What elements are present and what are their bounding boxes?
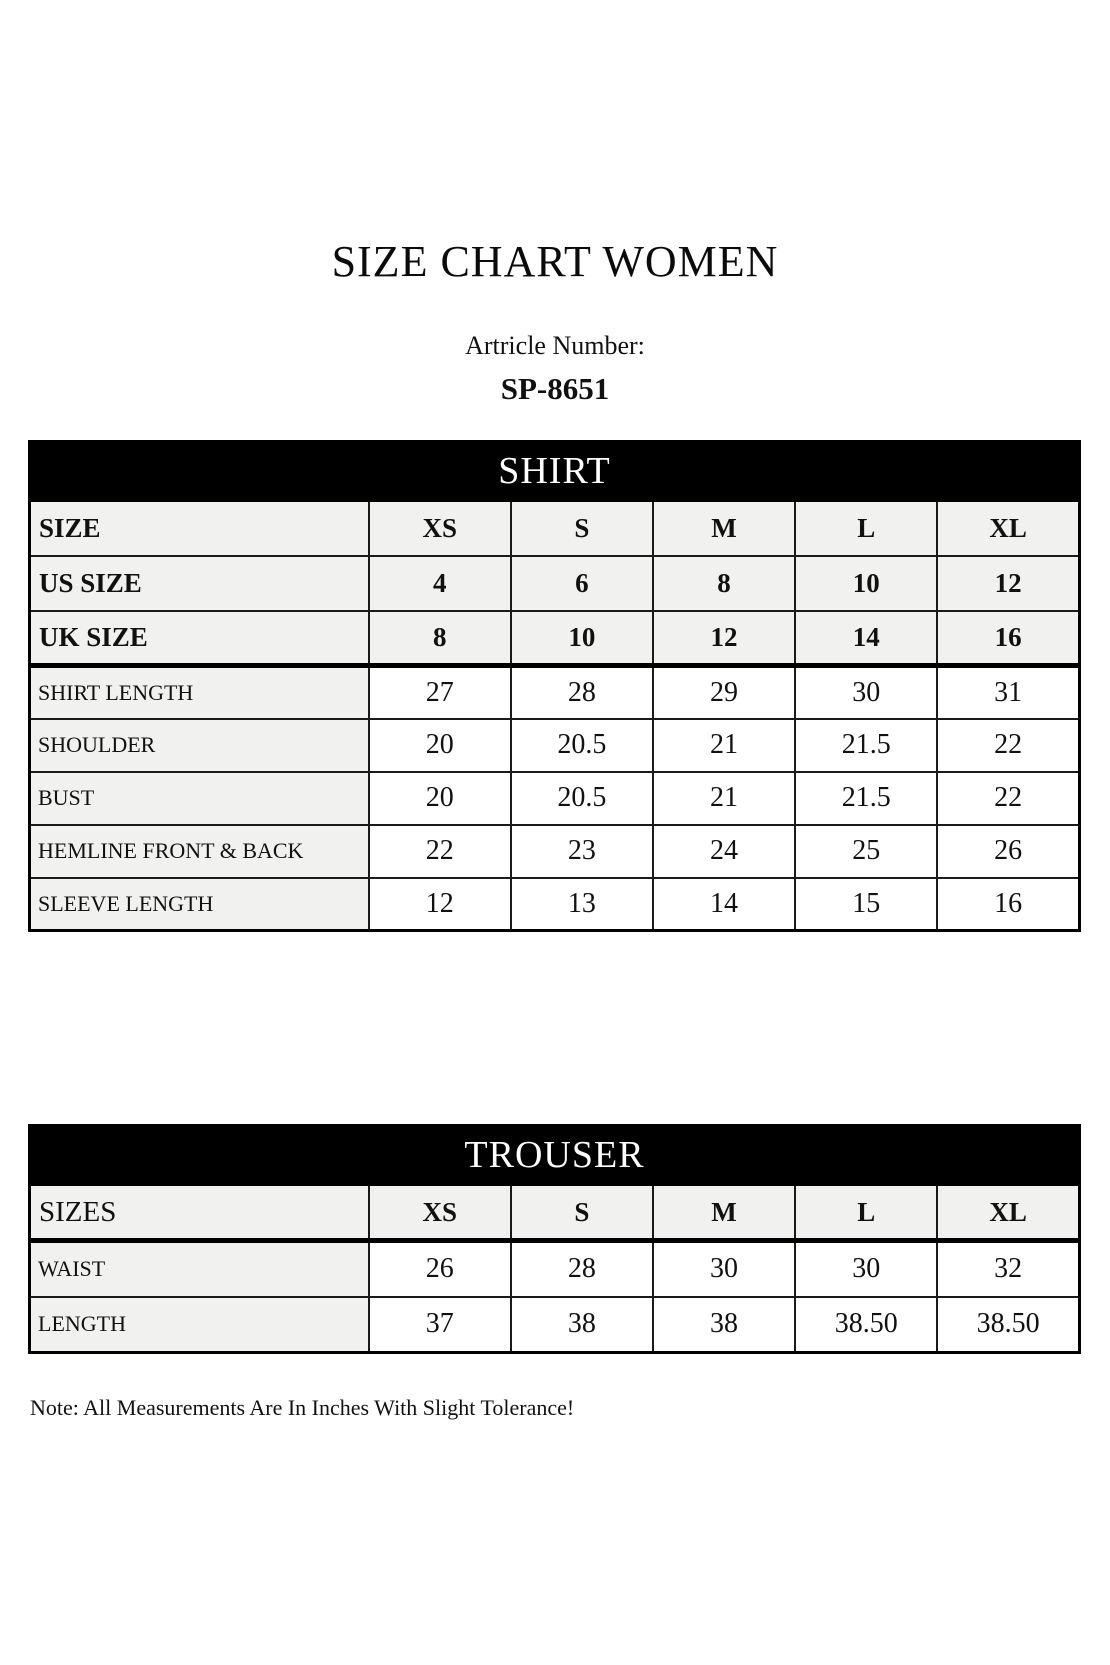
page-title: SIZE CHART WOMEN (331, 237, 779, 286)
value-cell: 38 (653, 1297, 795, 1353)
value-cell: XL (937, 501, 1079, 556)
value-cell: 22 (369, 825, 511, 878)
measurement-row (30, 719, 1080, 772)
value-cell: 25 (795, 825, 937, 878)
value-cell: 38.50 (937, 1297, 1079, 1353)
value-cell: S (511, 501, 653, 556)
measurement-row (30, 1297, 1080, 1353)
value-cell: 15 (795, 878, 937, 931)
row-label: US SIZE (30, 556, 369, 611)
value-cell: 6 (511, 556, 653, 611)
value-cell: 38.50 (795, 1297, 937, 1353)
size-header-row (30, 501, 1080, 556)
row-label: WAIST (30, 1241, 369, 1297)
value-cell: 38 (511, 1297, 653, 1353)
value-cell: 13 (511, 878, 653, 931)
value-cell: 10 (795, 556, 937, 611)
value-cell: 21.5 (795, 719, 937, 772)
value-cell: 22 (937, 772, 1079, 825)
trouser-size-table (28, 1124, 1081, 1354)
size-header-row (30, 611, 1080, 666)
row-label: SLEEVE LENGTH (30, 878, 369, 931)
value-cell: 12 (937, 556, 1079, 611)
shirt-size-table (28, 440, 1081, 932)
value-cell: 8 (369, 611, 511, 666)
row-label: BUST (30, 772, 369, 825)
row-label: SHIRT LENGTH (30, 666, 369, 719)
value-cell: 14 (795, 611, 937, 666)
value-cell: 20 (369, 719, 511, 772)
value-cell: L (795, 1185, 937, 1241)
row-label: HEMLINE FRONT & BACK (30, 825, 369, 878)
value-cell: 26 (937, 825, 1079, 878)
table-title: SHIRT (30, 442, 1080, 501)
value-cell: 26 (369, 1241, 511, 1297)
value-cell: M (653, 501, 795, 556)
value-cell: XL (937, 1185, 1079, 1241)
value-cell: 30 (795, 666, 937, 719)
value-cell: XS (369, 1185, 511, 1241)
row-label: UK SIZE (30, 611, 369, 666)
table-title-row (30, 1126, 1080, 1185)
value-cell: 10 (511, 611, 653, 666)
value-cell: 4 (369, 556, 511, 611)
value-cell: 12 (653, 611, 795, 666)
measurement-row (30, 825, 1080, 878)
note-text: Note: All Measurements Are In Inches With Slight Tolerance! (30, 1395, 575, 1420)
value-cell: M (653, 1185, 795, 1241)
value-cell: 14 (653, 878, 795, 931)
row-label: LENGTH (30, 1297, 369, 1353)
value-cell: 28 (511, 1241, 653, 1297)
value-cell: 22 (937, 719, 1079, 772)
value-cell: 24 (653, 825, 795, 878)
value-cell: 32 (937, 1241, 1079, 1297)
value-cell: 16 (937, 878, 1079, 931)
value-cell: 30 (795, 1241, 937, 1297)
value-cell: 37 (369, 1297, 511, 1353)
measurement-row (30, 772, 1080, 825)
row-label: SHOULDER (30, 719, 369, 772)
measurement-row (30, 878, 1080, 931)
value-cell: S (511, 1185, 653, 1241)
table-title-row (30, 442, 1080, 501)
measurement-row (30, 666, 1080, 719)
value-cell: 30 (653, 1241, 795, 1297)
value-cell: 31 (937, 666, 1079, 719)
value-cell: 21 (653, 772, 795, 825)
value-cell: 21.5 (795, 772, 937, 825)
value-cell: 29 (653, 666, 795, 719)
value-cell: 23 (511, 825, 653, 878)
value-cell: 20.5 (511, 719, 653, 772)
size-header-row (30, 556, 1080, 611)
value-cell: 12 (369, 878, 511, 931)
value-cell: 21 (653, 719, 795, 772)
row-label: SIZE (30, 501, 369, 556)
value-cell: L (795, 501, 937, 556)
value-cell: 20.5 (511, 772, 653, 825)
value-cell: 27 (369, 666, 511, 719)
table-title: TROUSER (30, 1126, 1080, 1185)
size-header-row (30, 1185, 1080, 1241)
row-label: SIZES (30, 1185, 369, 1241)
article-number: SP-8651 (500, 371, 610, 406)
value-cell: 20 (369, 772, 511, 825)
value-cell: XS (369, 501, 511, 556)
value-cell: 16 (937, 611, 1079, 666)
value-cell: 28 (511, 666, 653, 719)
article-number-label: Artricle Number: (465, 331, 645, 360)
measurement-row (30, 1241, 1080, 1297)
value-cell: 8 (653, 556, 795, 611)
